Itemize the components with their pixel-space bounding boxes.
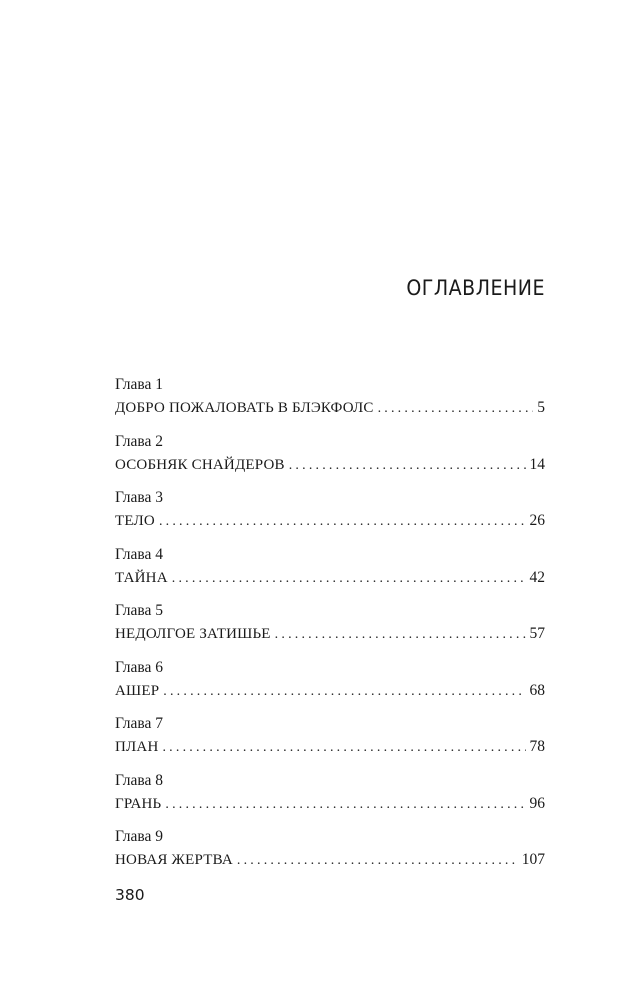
chapter-title: ПЛАН <box>115 739 159 755</box>
toc-line <box>115 736 545 759</box>
chapter-title: АШЕР <box>115 682 160 699</box>
dot-leader <box>275 624 526 646</box>
toc-entry <box>115 600 545 657</box>
page-number: 380 <box>115 886 145 904</box>
chapter-label: Глава 1 <box>115 376 164 393</box>
chapter-title: ГРАНЬ <box>115 795 162 812</box>
chapter-label: Глава 5 <box>115 602 164 619</box>
chapter-label: Глава 7 <box>115 715 164 732</box>
toc-line <box>115 623 545 646</box>
chapter-label: Глава 6 <box>115 658 164 676</box>
toc-entry <box>115 544 545 601</box>
toc-entry <box>115 657 545 714</box>
chapter-label: Глава 3 <box>115 489 164 506</box>
toc-heading: ОГЛАВЛЕНИЕ <box>406 276 545 301</box>
toc-line <box>115 510 545 533</box>
chapter-page-number: 107 <box>521 851 545 868</box>
toc-entry <box>115 374 545 431</box>
chapter-label: Глава 4 <box>115 545 164 563</box>
chapter-page-number: 14 <box>529 455 545 473</box>
toc-entry <box>115 431 545 488</box>
chapter-label: Глава 9 <box>115 828 164 845</box>
chapter-title: НОВАЯ ЖЕРТВА <box>115 852 233 868</box>
chapter-page-number: 57 <box>529 625 545 642</box>
chapter-title: ДОБРО ПОЖАЛОВАТЬ В БЛЭКФОЛС <box>115 400 374 416</box>
toc-line <box>115 567 545 590</box>
chapter-page-number: 26 <box>529 512 545 529</box>
chapter-page-number: 96 <box>529 794 545 812</box>
toc-line <box>115 680 545 703</box>
dot-leader <box>159 511 526 533</box>
toc-line <box>115 454 545 477</box>
chapter-title: ТАЙНА <box>115 569 168 586</box>
dot-leader <box>165 794 525 816</box>
dot-leader <box>378 398 534 420</box>
dot-leader <box>163 681 525 703</box>
chapter-title: НЕДОЛГОЕ ЗАТИШЬЕ <box>115 626 271 642</box>
chapter-title: ОСОБНЯК СНАЙДЕРОВ <box>115 456 285 473</box>
chapter-label: Глава 2 <box>115 432 164 450</box>
dot-leader <box>289 455 526 477</box>
dot-leader <box>162 737 525 759</box>
chapter-page-number: 42 <box>529 568 545 586</box>
toc-entry <box>115 487 545 544</box>
chapter-label: Глава 8 <box>115 771 164 789</box>
chapter-page-number: 5 <box>537 399 545 416</box>
dot-leader <box>172 568 526 590</box>
toc-entry <box>115 770 545 827</box>
toc-line <box>115 397 545 420</box>
chapter-page-number: 78 <box>529 738 545 755</box>
chapter-page-number: 68 <box>529 681 545 699</box>
toc-line <box>115 793 545 816</box>
chapter-title: ТЕЛО <box>115 513 155 529</box>
toc-list <box>115 374 545 883</box>
dot-leader <box>237 850 518 872</box>
toc-entry <box>115 713 545 770</box>
toc-line <box>115 849 545 872</box>
toc-entry <box>115 826 545 883</box>
